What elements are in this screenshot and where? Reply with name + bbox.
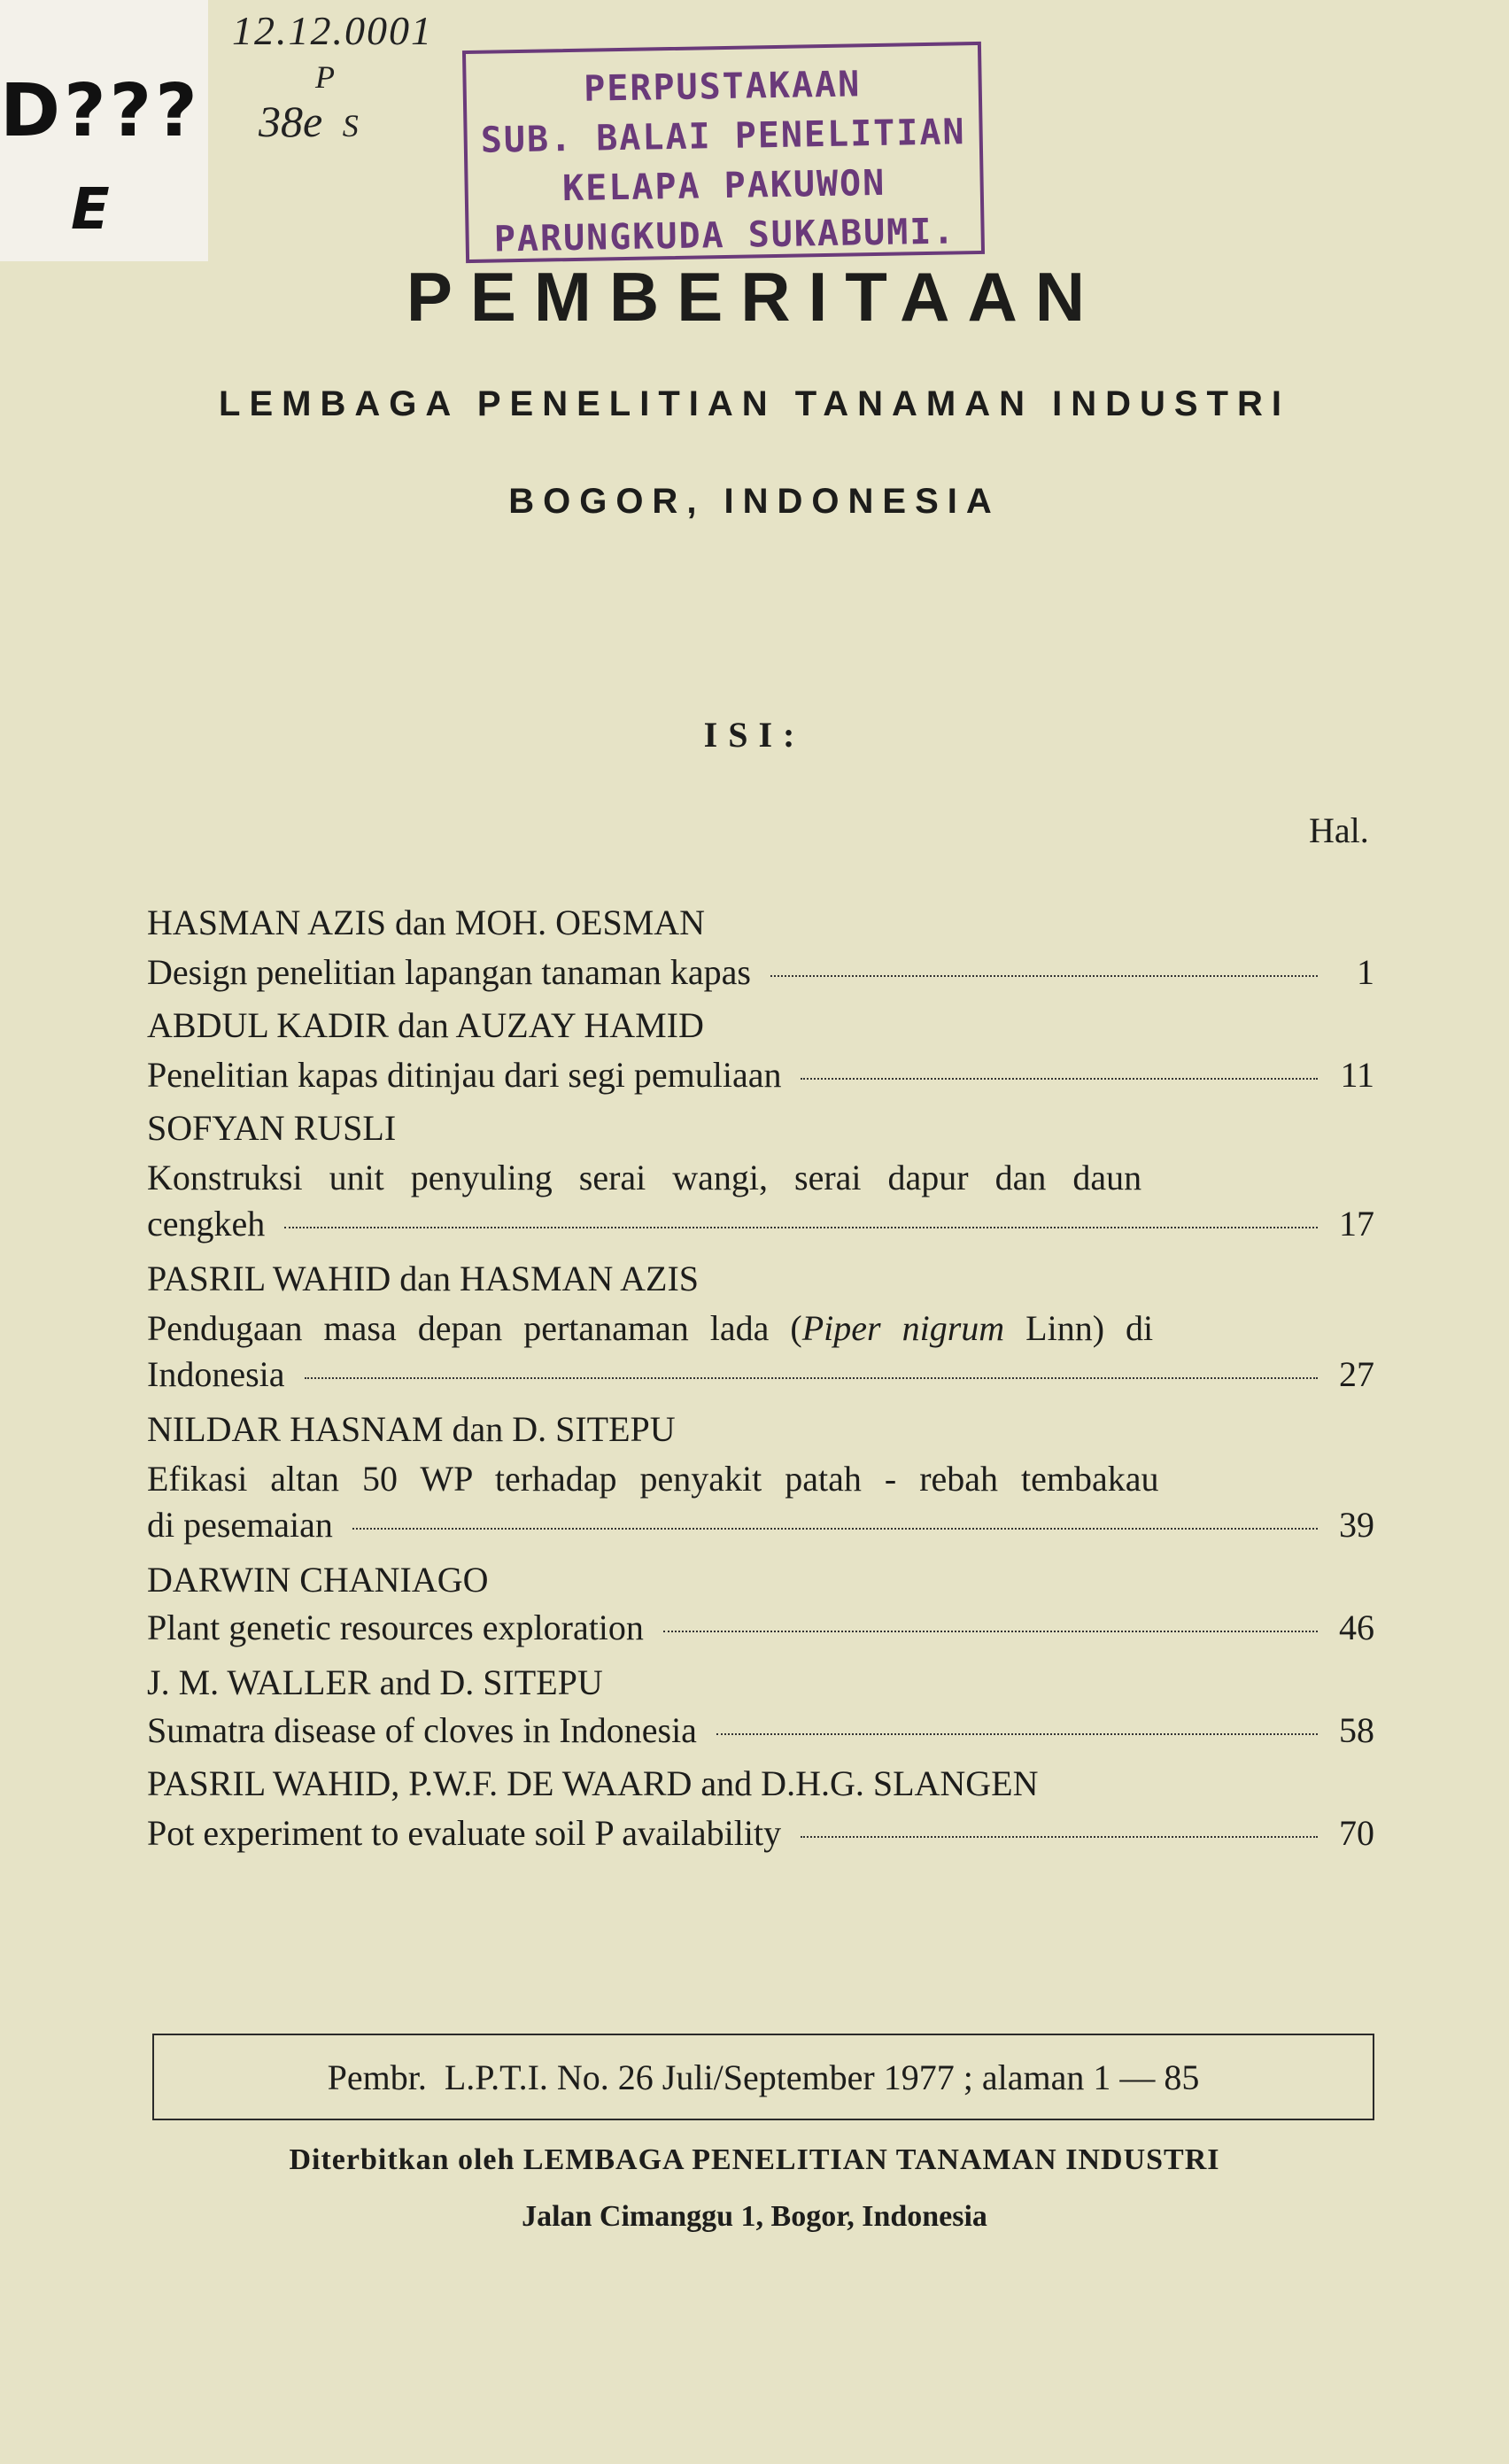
handwritten-code-top: P [315, 59, 335, 95]
toc-entry-3-page: 17 [1339, 1204, 1374, 1244]
title-text: Pendugaan masa depan pertanaman lada ( [147, 1308, 802, 1348]
toc-entry-5-title: di pesemaian [147, 1505, 333, 1545]
leader-dots [352, 1528, 1318, 1530]
toc-heading: ISI: [703, 715, 806, 755]
stamp-line-3: KELAPA PAKUWON [561, 162, 886, 210]
library-stamp [462, 42, 985, 263]
toc-entry-3-authors: SOFYAN RUSLI [147, 1108, 397, 1148]
toc-entry-1[interactable] [147, 951, 1374, 993]
toc-entry-1-authors: HASMAN AZIS dan MOH. OESMAN [147, 903, 706, 942]
handwritten-code-main: 38e [259, 97, 323, 146]
toc-entry-4-page: 27 [1339, 1354, 1374, 1394]
toc-entry-5-title-line-1 [147, 1458, 1374, 1499]
toc-entry-4-title-first-line [147, 1307, 1153, 1349]
toc-entry-2[interactable] [147, 1054, 1374, 1096]
toc-entry-1-page: 1 [1357, 952, 1374, 992]
stamp-line-4: PARUNGKUDA SUKABUMI. [493, 211, 956, 260]
species-name: Piper nigrum [801, 1308, 1005, 1348]
toc-entry-7-authors: J. M. WALLER and D. SITEPU [147, 1662, 603, 1702]
citation-box [152, 2034, 1374, 2120]
citation-text: Pembr. L.P.T.I. No. 26 Juli/September 1977 ; alaman 1 — 85 [327, 2057, 1200, 2097]
toc-entry-8-title: Pot experiment to evaluate soil P availability [147, 1813, 782, 1853]
toc-entry-2-title: Penelitian kapas ditinjau dari segi pemuliaan [147, 1055, 782, 1095]
toc-entry-4[interactable] [147, 1353, 1374, 1395]
toc-entry-4-authors: PASRIL WAHID dan HASMAN AZIS [147, 1259, 700, 1298]
label-letter: E [71, 177, 110, 243]
toc-entry-8-authors: PASRIL WAHID, P.W.F. DE WAARD and D.H.G. SLANGEN [147, 1763, 1039, 1803]
toc-entry-8-page: 70 [1339, 1813, 1374, 1853]
toc-entry-5-page: 39 [1339, 1505, 1374, 1545]
toc-entry-4-title: Indonesia [147, 1354, 285, 1394]
leader-dots [770, 975, 1318, 977]
label-code: D??? [0, 69, 201, 153]
toc-entry-7[interactable] [147, 1709, 1374, 1751]
page-column-heading: Hal. [1309, 810, 1369, 850]
toc-entry-7-title: Sumatra disease of cloves in Indonesia [147, 1710, 697, 1750]
toc-entry-3-title-first-line: Konstruksi unit penyuling serai wangi, serai dapur dan daun [147, 1158, 1142, 1197]
toc-entry-7-page: 58 [1339, 1710, 1374, 1750]
institute-city: BOGOR, INDONESIA [508, 482, 1001, 521]
toc-entry-1-title: Design penelitian lapangan tanaman kapas [147, 952, 751, 992]
leader-dots [305, 1377, 1318, 1379]
journal-title: PEMBERITAAN [406, 258, 1103, 336]
institute-name: LEMBAGA PENELITIAN TANAMAN INDUSTRI [219, 384, 1290, 423]
toc-entry-4-title-line-1 [147, 1307, 1374, 1349]
publisher-line: Diterbitkan oleh LEMBAGA PENELITIAN TANAMAN INDUSTRI [289, 2143, 1220, 2176]
toc-entry-6-title: Plant genetic resources exploration [147, 1608, 644, 1647]
toc-entry-2-page: 11 [1340, 1055, 1374, 1095]
toc-entry-3-title-line-1 [147, 1157, 1254, 1198]
toc-entry-6-page: 46 [1339, 1608, 1374, 1647]
toc-entry-8[interactable] [147, 1812, 1374, 1854]
toc-entry-6-authors: DARWIN CHANIAGO [147, 1560, 489, 1600]
leader-dots [284, 1227, 1318, 1228]
leader-dots [801, 1836, 1318, 1838]
toc-entry-5[interactable] [147, 1504, 1374, 1546]
toc-entry-3[interactable] [147, 1203, 1374, 1244]
handwritten-code [259, 96, 359, 147]
handwritten-date: 12.12.0001 [232, 8, 433, 53]
leader-dots [663, 1631, 1318, 1632]
toc-entry-5-title-first-line: Efikasi altan 50 WP terhadap penyakit patah - rebah tembakau [147, 1459, 1159, 1499]
toc-entry-2-authors: ABDUL KADIR dan AUZAY HAMID [147, 1005, 704, 1045]
toc-entry-3-title: cengkeh [147, 1204, 266, 1244]
handwritten-code-side: S [342, 108, 359, 143]
leader-dots [716, 1733, 1318, 1735]
stamp-line-1: PERPUSTAKAAN [583, 64, 862, 110]
publisher-address: Jalan Cimanggu 1, Bogor, Indonesia [522, 2200, 987, 2233]
toc-entry-6[interactable] [147, 1607, 1374, 1648]
leader-dots [801, 1078, 1318, 1080]
title-text: Linn) di [1004, 1308, 1154, 1348]
toc-entry-5-authors: NILDAR HASNAM dan D. SITEPU [147, 1409, 676, 1449]
stamp-line-2: SUB. BALAI PENELITIAN [480, 112, 966, 161]
